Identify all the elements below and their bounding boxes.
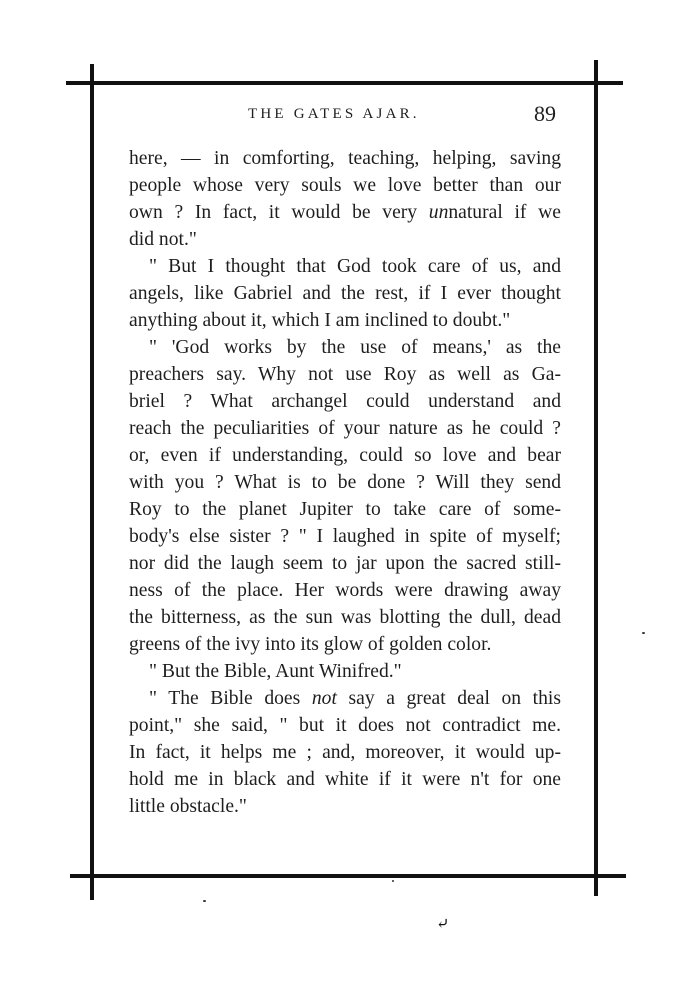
italic-emphasis: un bbox=[428, 202, 449, 223]
print-speck bbox=[642, 632, 645, 634]
text-line: or, even if understanding, could so love and bear bbox=[129, 445, 561, 466]
text-line: own ? In fact, it would be very unnatural if we bbox=[129, 202, 561, 223]
text-line: ness of the place. Her words were drawing away bbox=[129, 580, 561, 601]
text-line: anything about it, which I am inclined to doubt." bbox=[129, 310, 511, 331]
text-line: Roy to the planet Jupiter to take care of some- bbox=[129, 499, 561, 520]
text-line: did not." bbox=[129, 229, 197, 250]
italic-emphasis: not bbox=[311, 688, 337, 709]
text-line: preachers say. Why not use Roy as well as Ga- bbox=[129, 364, 561, 385]
page-number: 89 bbox=[534, 101, 556, 126]
text-line: here, — in comforting, teaching, helping, saving bbox=[129, 148, 561, 169]
top-border-rule bbox=[66, 81, 623, 85]
body-text bbox=[129, 145, 561, 820]
text-line: " But the Bible, Aunt Winifred." bbox=[149, 661, 402, 682]
print-speck bbox=[392, 880, 394, 882]
ink-mark-icon: ⤶ bbox=[436, 916, 450, 933]
text-line: people whose very souls we love better than our bbox=[129, 175, 561, 196]
text-line: body's else sister ? " I laughed in spite of myself; bbox=[129, 526, 561, 547]
text-line: little obstacle." bbox=[129, 796, 247, 817]
text-line: nor did the laugh seem to jar upon the sacred still- bbox=[129, 553, 561, 574]
text-line: hold me in black and white if it were n't for one bbox=[129, 769, 561, 790]
bottom-border-rule bbox=[70, 874, 626, 878]
text-line: " But I thought that God took care of us, and bbox=[149, 256, 561, 277]
text-line: " The Bible does not say a great deal on this bbox=[149, 688, 561, 709]
left-border-rule bbox=[90, 64, 94, 900]
text-line: angels, like Gabriel and the rest, if I ever thought bbox=[129, 283, 561, 304]
text-line: briel ? What archangel could understand and bbox=[129, 391, 561, 412]
text-line: In fact, it helps me ; and, moreover, it would up- bbox=[129, 742, 561, 763]
text-line: greens of the ivy into its glow of golden color. bbox=[129, 634, 492, 655]
right-border-rule bbox=[594, 60, 598, 896]
text-line: point," she said, " but it does not contradict me. bbox=[129, 715, 561, 736]
text-line: " 'God works by the use of means,' as the bbox=[149, 337, 561, 358]
text-line: with you ? What is to be done ? Will they send bbox=[129, 472, 561, 493]
text-line: the bitterness, as the sun was blotting the dull, dead bbox=[129, 607, 561, 628]
running-head: THE GATES AJAR. bbox=[248, 106, 420, 122]
print-speck bbox=[203, 900, 206, 902]
text-line: reach the peculiarities of your nature as he could ? bbox=[129, 418, 561, 439]
